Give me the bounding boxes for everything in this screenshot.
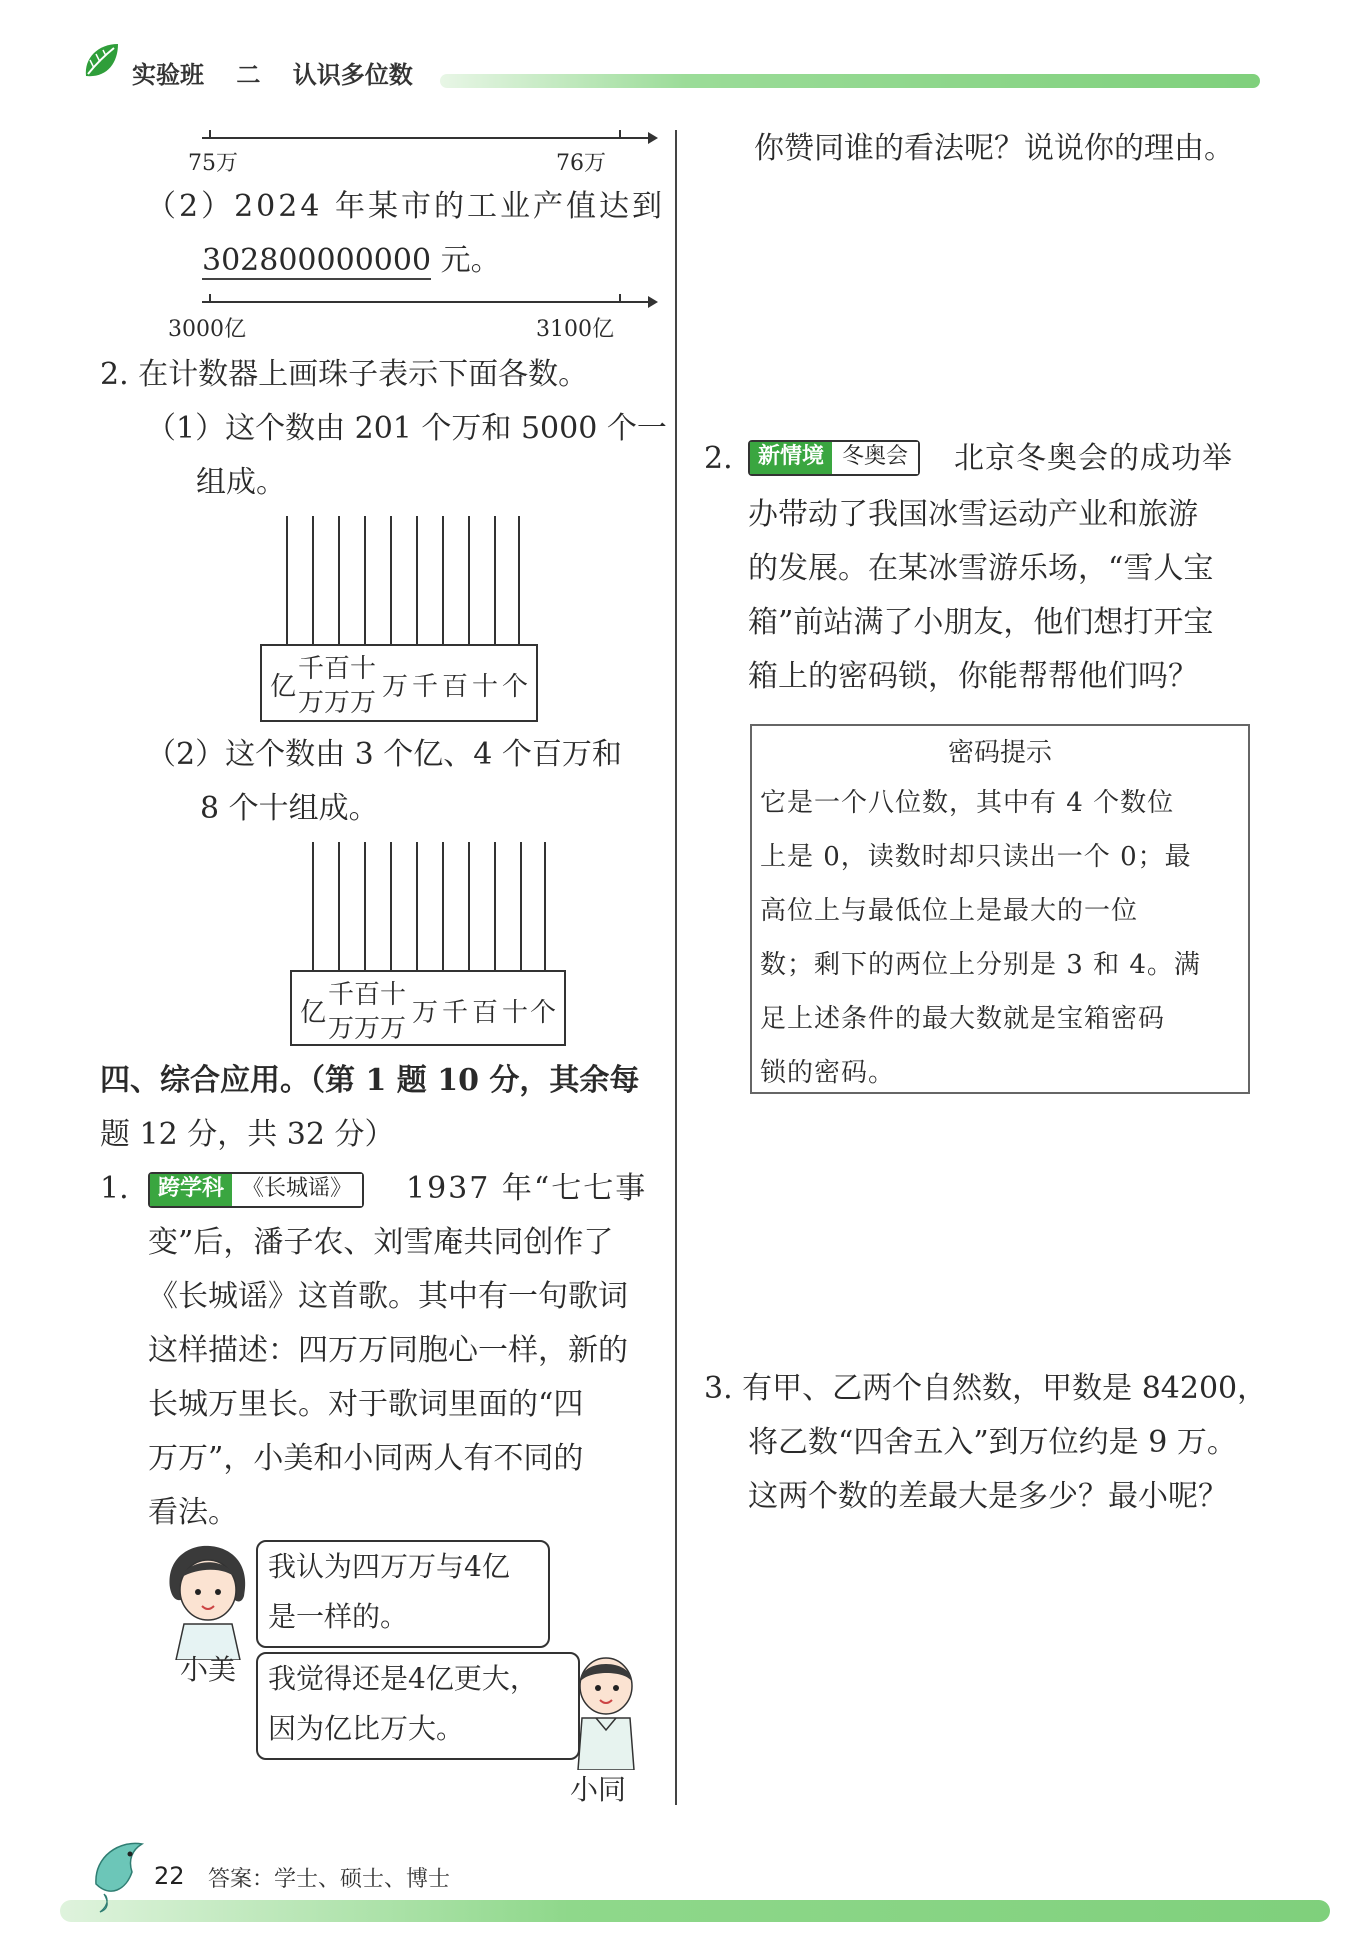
- place-yi: 亿: [300, 998, 327, 1028]
- place-shi2: 十: [502, 998, 529, 1028]
- line2-right-label: 3100亿: [536, 317, 614, 342]
- hint-title: 密码提示: [947, 738, 1052, 768]
- right-q2-line-3: 箱”前站满了小朋友，他们想打开宝: [748, 605, 1214, 640]
- item2-number-line: [202, 234, 501, 288]
- section4-heading-b: 题 12 分，共 32 分）: [100, 1117, 395, 1152]
- item2-number: 302800000000: [202, 243, 432, 278]
- q4-1-line-1: 变”后，潘子农、刘雪庵共同创作了: [148, 1225, 614, 1260]
- q2-sub2-line-b: 8 个十组成。: [200, 791, 379, 826]
- place-qian2: 千: [412, 672, 439, 702]
- right-q3-line-1: 将乙数“四舍五入”到万位约是 9 万。: [748, 1425, 1237, 1460]
- right-q3-line-0: 3. 有甲、乙两个自然数，甲数是 84200，: [704, 1371, 1268, 1406]
- place-bai: 百: [324, 654, 351, 684]
- abacus-2-frame: [290, 970, 566, 1046]
- right-q2-line-2: 的发展。在某冰雪游乐场，“雪人宝: [748, 551, 1214, 586]
- bubble2-line-1: 我觉得还是4亿更大，: [268, 1662, 538, 1695]
- place-wan: 万: [412, 998, 439, 1028]
- password-hint-box: [750, 724, 1250, 1094]
- hint-line-0: 它是一个八位数，其中有 4 个数位: [760, 788, 1175, 818]
- q4-1-line-2: 《长城谣》这首歌。其中有一句歌词: [148, 1279, 628, 1314]
- q4-1-line-0: 1937 年“七七事: [406, 1171, 648, 1206]
- page-number: 22: [154, 1862, 185, 1890]
- line2-left-label: 3000亿: [168, 317, 246, 342]
- tag-green-label: 新情境: [750, 442, 832, 474]
- place-ge: 个: [502, 672, 529, 702]
- place-qian: 千: [328, 980, 355, 1010]
- abacus-2: [290, 842, 566, 972]
- hint-line-4: 足上述条件的最大数就是宝箱密码: [760, 1004, 1166, 1034]
- hint-line-1: 上是 0，读数时却只读出一个 0；最: [760, 842, 1192, 872]
- right-q2-number: 2.: [704, 441, 733, 476]
- section4-heading-a: 四、综合应用。（第 1 题 10 分，其余每: [100, 1063, 640, 1098]
- line1-left-label: 75万: [188, 151, 238, 176]
- hint-body: [760, 776, 1201, 1100]
- tag-white-label: 《长城谣》: [232, 1174, 362, 1206]
- place-shi2: 十: [472, 672, 499, 702]
- tag-green-label: 跨学科: [150, 1174, 232, 1206]
- place-ge: 个: [530, 998, 557, 1028]
- new-context-tag: [748, 440, 920, 476]
- line1-right-label: 76万: [556, 151, 606, 176]
- name-xiaotong: 小同: [570, 1773, 627, 1806]
- place-wan: 万: [382, 672, 409, 702]
- right-q3-line-2: 这两个数的差最大是多少？最小呢？: [748, 1479, 1228, 1514]
- bubble1-line-2: 是一样的。: [268, 1600, 409, 1633]
- q2-sub2-line-a: （2）这个数由 3 个亿、4 个百万和: [146, 737, 622, 772]
- tag-white-label: 冬奥会: [832, 442, 918, 474]
- place-shi: 十: [350, 654, 377, 684]
- place-qian: 千: [298, 654, 325, 684]
- q4-1-line-6: 看法。: [148, 1495, 238, 1530]
- place-wan-c: 万: [380, 1014, 407, 1044]
- q2-title: 2. 在计数器上画珠子表示下面各数。: [100, 357, 589, 392]
- right-q2-line-1: 办带动了我国冰雪运动产业和旅游: [748, 497, 1198, 532]
- dolphin-mascot-icon: [86, 1834, 152, 1914]
- right-q2-line-0: 北京冬奥会的成功举: [954, 441, 1233, 476]
- q4-1-line-3: 这样描述：四万万同胞心一样，新的: [148, 1333, 628, 1368]
- header-decor-bar: [440, 74, 1260, 88]
- unit-title: 认识多位数: [292, 61, 413, 89]
- q4-1-number: 1.: [100, 1171, 129, 1206]
- place-wan-a: 万: [298, 688, 325, 718]
- place-wan-c: 万: [350, 688, 377, 718]
- q4-1-line-4: 长城万里长。对于歌词里面的“四: [148, 1387, 584, 1422]
- place-qian2: 千: [442, 998, 469, 1028]
- girl-xiaomei-illustration: [160, 1538, 256, 1660]
- place-bai: 百: [354, 980, 381, 1010]
- q2-sub1-line-b: 组成。: [196, 465, 286, 500]
- answer-hint: 答案：学士、硕士、博士: [208, 1867, 451, 1892]
- place-shi: 十: [380, 980, 407, 1010]
- hint-line-3: 数；剩下的两位上分别是 3 和 4。满: [760, 950, 1201, 980]
- cross-subject-tag: [148, 1172, 364, 1208]
- bubble1-line-1: 我认为四万万与4亿: [268, 1550, 510, 1583]
- right-q2-line-4: 箱上的密码锁，你能帮帮他们吗？: [748, 659, 1198, 694]
- place-wan-b: 万: [324, 688, 351, 718]
- footer-decor-bar: [60, 1900, 1330, 1922]
- q4-1-line-5: 万万”，小美和小同两人有不同的: [148, 1441, 584, 1476]
- hint-line-5: 锁的密码。: [760, 1058, 896, 1088]
- bubble2-line-2: 因为亿比万大。: [268, 1712, 465, 1745]
- place-yi: 亿: [270, 672, 297, 702]
- q2-sub1-line-a: （1）这个数由 201 个万和 5000 个一: [146, 411, 667, 446]
- header-title: [132, 55, 437, 90]
- column-divider: [675, 130, 677, 1805]
- place-bai2: 百: [442, 672, 469, 702]
- place-bai2: 百: [472, 998, 499, 1028]
- right-top-line: 你赞同谁的看法呢？说说你的理由。: [754, 131, 1234, 166]
- speech-bubble-xiaomei: [256, 1540, 550, 1648]
- abacus-1-frame: [260, 644, 538, 722]
- name-xiaomei: 小美: [180, 1653, 237, 1686]
- boy-xiaotong-illustration: [570, 1652, 642, 1770]
- hint-line-2: 高位上与最低位上是最大的一位: [760, 896, 1139, 926]
- unit-number: 二: [236, 61, 261, 89]
- series-name: 实验班: [132, 61, 204, 89]
- item2-unit: 元。: [440, 243, 501, 278]
- item2-text: （2）2024 年某市的工业产值达到: [146, 189, 665, 224]
- speech-bubble-xiaotong: [256, 1652, 580, 1760]
- place-wan-b: 万: [354, 1014, 381, 1044]
- leaf-logo-icon: [80, 40, 122, 82]
- place-wan-a: 万: [328, 1014, 355, 1044]
- abacus-1: [260, 516, 536, 646]
